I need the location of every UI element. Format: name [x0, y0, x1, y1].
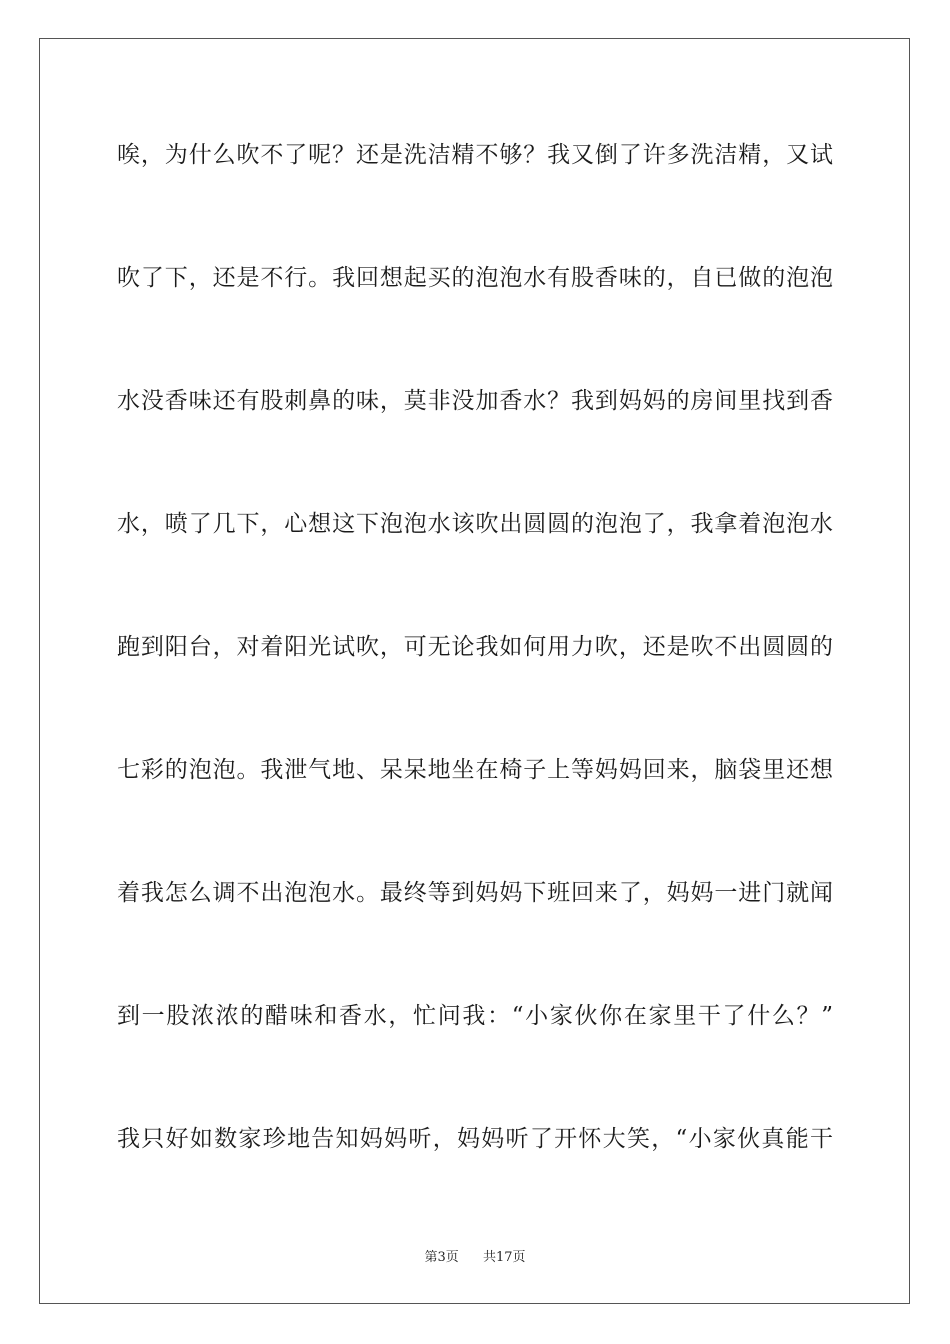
text-line: 水没香味还有股刺鼻的味，莫非没加香水？我到妈妈的房间里找到香: [117, 388, 833, 414]
text-line: 吹了下，还是不行。我回想起买的泡泡水有股香味的，自已做的泡泡: [117, 265, 833, 291]
document-body: [117, 125, 833, 1232]
text-line: 我只好如数家珍地告知妈妈听，妈妈听了开怀大笑，“小家伙真能干: [117, 1126, 833, 1152]
page-footer: [0, 1246, 950, 1265]
total-page-count: 共17页: [483, 1250, 526, 1265]
text-line: 水，喷了几下，心想这下泡泡水该吹出圆圆的泡泡了，我拿着泡泡水: [117, 511, 833, 537]
text-line: 到一股浓浓的醋味和香水，忙问我：“小家伙你在家里干了什么？”: [117, 1003, 833, 1029]
text-line: 着我怎么调不出泡泡水。最终等到妈妈下班回来了，妈妈一进门就闻: [117, 880, 833, 906]
text-line: 跑到阳台，对着阳光试吹，可无论我如何用力吹，还是吹不出圆圆的: [117, 634, 833, 660]
current-page-number: 第3页: [424, 1250, 459, 1265]
text-line: 七彩的泡泡。我泄气地、呆呆地坐在椅子上等妈妈回来，脑袋里还想: [117, 757, 833, 783]
text-line: 唉，为什么吹不了呢？还是洗洁精不够？我又倒了许多洗洁精，又试: [117, 142, 833, 168]
